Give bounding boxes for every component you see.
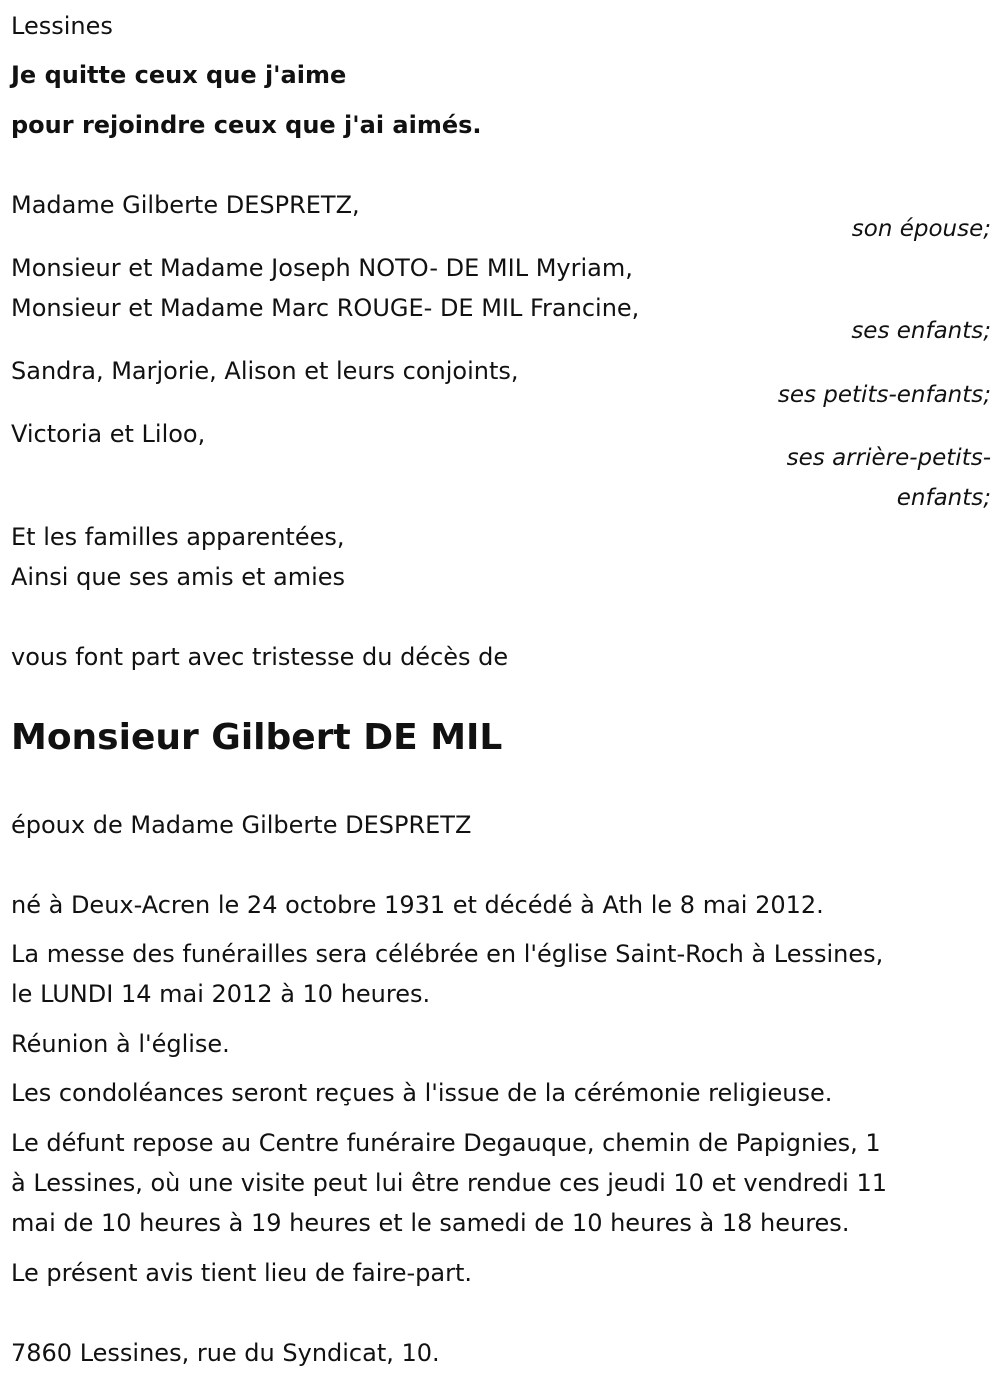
- spouse-role: son épouse;: [851, 216, 991, 242]
- mass-line-2: le LUNDI 14 mai 2012 à 10 heures.: [11, 980, 431, 1008]
- location-label: Lessines: [11, 12, 113, 40]
- meeting: Réunion à l'église.: [11, 1030, 230, 1058]
- birth-death: né à Deux-Acren le 24 octobre 1931 et décédé à Ath le 8 mai 2012.: [11, 891, 824, 919]
- rest-line-3: mai de 10 heures à 19 heures et le samedi de 10 heures à 18 heures.: [11, 1209, 850, 1237]
- notice: Le présent avis tient lieu de faire-part.: [11, 1259, 473, 1287]
- spouse-name: Madame Gilberte DESPRETZ,: [11, 191, 360, 219]
- deceased-name: Monsieur Gilbert DE MIL: [11, 717, 503, 758]
- quote-line-2: pour rejoindre ceux que j'ai aimés.: [11, 111, 482, 139]
- address: 7860 Lessines, rue du Syndicat, 10.: [11, 1339, 440, 1367]
- mass-line-1: La messe des funérailles sera célébrée en l'église Saint-Roch à Lessines,: [11, 940, 884, 968]
- child-2: Monsieur et Madame Marc ROUGE- DE MIL Francine,: [11, 294, 640, 322]
- quote-line-1: Je quitte ceux que j'aime: [11, 61, 347, 89]
- grandchildren: Sandra, Marjorie, Alison et leurs conjoints,: [11, 357, 519, 385]
- obituary-notice: [11, 0, 991, 1387]
- great-grandchildren-role-2: enfants;: [896, 485, 991, 511]
- great-grandchildren-role-1: ses arrière-petits-: [786, 445, 991, 471]
- rest-line-1: Le défunt repose au Centre funéraire Degauque, chemin de Papignies, 1: [11, 1129, 881, 1157]
- announcement-intro: vous font part avec tristesse du décès de: [11, 643, 509, 671]
- spouse-of: époux de Madame Gilberte DESPRETZ: [11, 811, 472, 839]
- grandchildren-role: ses petits-enfants;: [777, 382, 991, 408]
- child-1: Monsieur et Madame Joseph NOTO- DE MIL Myriam,: [11, 254, 633, 282]
- condolences: Les condoléances seront reçues à l'issue de la cérémonie religieuse.: [11, 1079, 833, 1107]
- children-role: ses enfants;: [851, 318, 991, 344]
- friends: Ainsi que ses amis et amies: [11, 563, 346, 591]
- great-grandchildren: Victoria et Liloo,: [11, 420, 206, 448]
- relatives: Et les familles apparentées,: [11, 523, 345, 551]
- rest-line-2: à Lessines, où une visite peut lui être rendue ces jeudi 10 et vendredi 11: [11, 1169, 887, 1197]
